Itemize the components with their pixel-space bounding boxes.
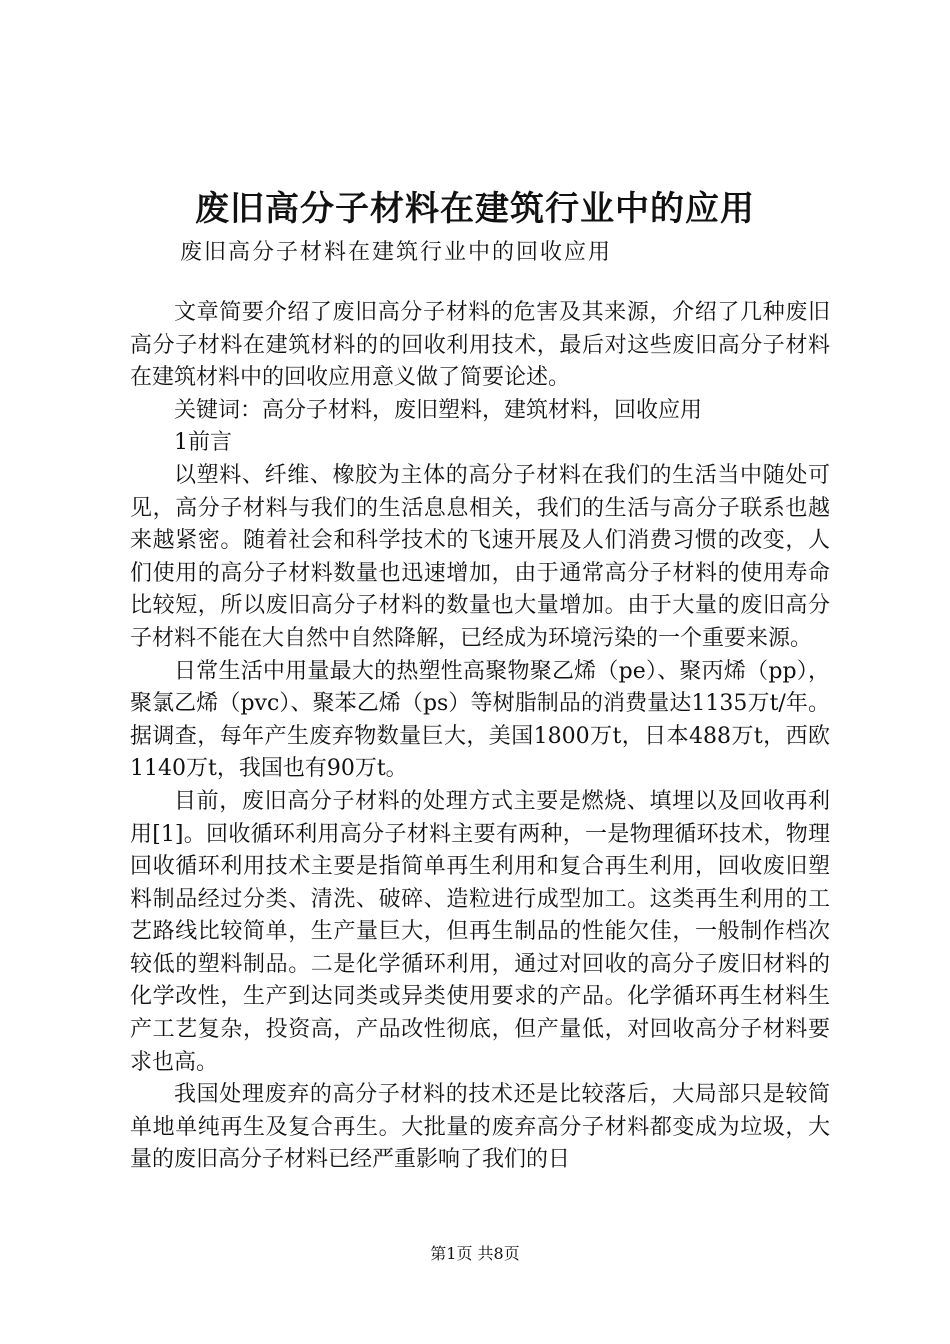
keywords-line: 关键词：高分子材料，废旧塑料，建筑材料，回收应用 <box>174 397 703 423</box>
document-title: 废旧高分子材料在建筑行业中的应用 <box>195 189 755 229</box>
page-number-footer: 第1页 共8页 <box>430 1244 520 1263</box>
abstract-paragraph: 文章简要介绍了废旧高分子材料的危害及其来源，介绍了几种废旧高分子材料在建筑材料的的回收利用技术，最后对这些废旧高分子材料在建筑材料中的回收应用意义做了简要论述。 <box>130 300 830 391</box>
body-paragraph: 我国处理废弃的高分子材料的技术还是比较落后，大局部只是较简单地单纯再生及复合再生。大批量的废弃高分子材料都变成为垃圾，大量的废旧高分子材料已经严重影响了我们的日 <box>130 1082 830 1173</box>
body-paragraph: 目前，废旧高分子材料的处理方式主要是燃烧、填埋以及回收再利用[1]。回收循环利用高分子材料主要有两种，一是物理循环技术，物理回收循环利用技术主要是指简单再生利用和复合再生利用，回收废旧塑料制品经过分类、清洗、破碎、造粒进行成型加工。这类再生利用的工艺路线比较简单，生产量巨大，但再生制品的性能欠佳，一般制作档次较低的塑料制品。二是化学循环利用，通过对回收的高分子废旧材料的化学改性，生产到达同类或异类使用要求的产品。化学循环再生材料生产工艺复杂，投资高，产品改性彻底，但产量低，对回收高分子材料要求也高。 <box>130 788 830 1075</box>
document-subtitle: 废旧高分子材料在建筑行业中的回收应用 <box>180 240 613 265</box>
body-paragraph: 日常生活中用量最大的热塑性高聚物聚乙烯（pe）、聚丙烯（pp），聚氯乙烯（pvc）、聚苯乙烯（ps）等树脂制品的消费量达1135万t/年。据调查，每年产生废弃物数量巨大，美国1800万t，日本488万t，西欧1140万t，我国也有90万t。 <box>130 658 830 782</box>
body-paragraph: 以塑料、纤维、橡胶为主体的高分子材料在我们的生活当中随处可见，高分子材料与我们的生活息息相关，我们的生活与高分子联系也越来越紧密。随着社会和科学技术的飞速开展及人们消费习惯的改变，人们使用的高分子材料数量也迅速增加，由于通常高分子材料的使用寿命比较短，所以废旧高分子材料的数量也大量增加。由于大量的废旧高分子材料不能在大自然中自然降解，已经成为环境污染的一个重要来源。 <box>130 462 830 651</box>
document-body <box>130 297 830 1177</box>
section-heading-preface: 1前言 <box>174 430 232 456</box>
